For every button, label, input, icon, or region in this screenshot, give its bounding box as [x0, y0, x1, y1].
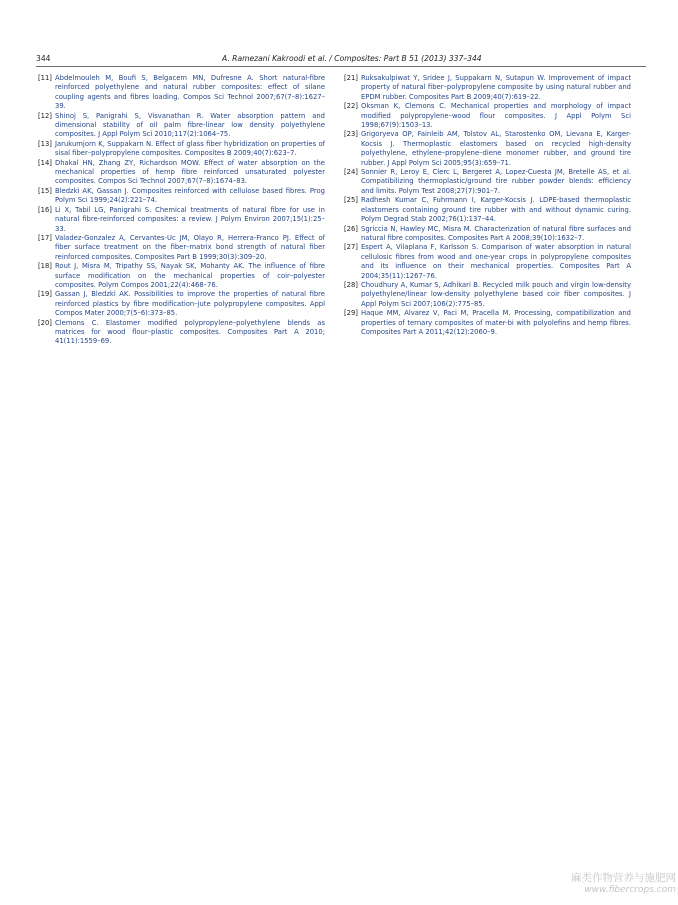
watermark-url: www.fibercrops.com	[584, 885, 676, 895]
reference-number: [20]	[38, 318, 52, 327]
reference-link[interactable]: Oksman K, Clemons C. Mechanical properties and morphology of impact modified polypropylene–wood flour composites. J Appl Polym Sci 1998;67(9):1503–13.	[361, 102, 631, 130]
reference-item[interactable]	[344, 196, 631, 224]
reference-number: [18]	[38, 262, 52, 271]
reference-item[interactable]	[38, 112, 325, 140]
reference-item[interactable]	[38, 140, 325, 159]
reference-item[interactable]	[38, 187, 325, 206]
site-watermark	[540, 872, 676, 896]
reference-link[interactable]: Radhesh Kumar C, Fuhrmann I, Karger-Kocsis J. LDPE-based thermoplastic elastomers containing ground tire rubber with and without dynamic curing. Polym Degrad Stab 2002;76(1):137–44.	[361, 196, 631, 224]
reference-number: [12]	[38, 111, 52, 120]
reference-number: [19]	[38, 290, 52, 299]
reference-link[interactable]: Sonnier R, Leroy E, Clerc L, Bergeret A, Lopez-Cuesta JM, Bretelle AS, et al. Compatibilizing thermoplastic/ground tire rubber powder blends: efficiency and limits. Polym Test 2008;27(7):901–7.	[361, 168, 631, 195]
reference-link[interactable]: Jarukumjorn K, Suppakarn N. Effect of glass fiber hybridization on properties of sisal fiber–polypropylene composites. Composites B 2009;40(7):623–7.	[55, 139, 325, 158]
running-header	[36, 53, 646, 65]
references-right-column	[344, 74, 631, 337]
reference-item[interactable]	[38, 159, 325, 187]
reference-link[interactable]: Dhakal HN, Zhang ZY, Richardson MOW. Effect of water absorption on the mechanical properties of hemp fibre reinforced unsaturated polyester composites. Compos Sci Technol 2007;67(7–8):1674–83.	[55, 158, 325, 186]
reference-item[interactable]	[38, 74, 325, 112]
reference-link[interactable]: Choudhury A, Kumar S, Adhikari B. Recycled milk pouch and virgin low-density polyethylene/linear low-density polyethylene based coir fiber composites. J Appl Polym Sci 2007;106(2):775–85.	[361, 280, 631, 308]
reference-number: [14]	[38, 158, 52, 167]
reference-number: [22]	[344, 102, 358, 111]
reference-number: [28]	[344, 280, 358, 289]
reference-item[interactable]	[38, 234, 325, 262]
references-left-column	[38, 74, 325, 347]
reference-link[interactable]: Bledzki AK, Gassan J. Composites reinforced with cellulose based fibres. Prog Polym Sci 1999;24(2):221–74.	[55, 186, 325, 205]
reference-number: [13]	[38, 139, 52, 148]
reference-link[interactable]: Haque MM, Alvarez V, Paci M, Pracella M. Processing, compatibilization and properties of ternary composites of mater-bi with polyolefins and hemp fibres. Composites Part A 2011;42(12):2060–9.	[361, 309, 631, 336]
reference-number: [23]	[344, 130, 358, 139]
watermark-site-name: 麻类作物营养与施肥网	[571, 872, 676, 884]
reference-link[interactable]: Li X, Tabil LG, Panigrahi S. Chemical treatments of natural fibre for use in natural fibre-reinforced composites: a review. J Polym Environ 2007;15(1):25–33.	[55, 205, 325, 233]
reference-link[interactable]: Abdelmouleh M, Boufi S, Belgacem MN, Dufresne A. Short natural-fibre reinforced polyethylene and natural rubber composites: effect of silane coupling agents and fibres loading. Compos Sci Technol 2007;67(7–8):1627–39.	[55, 74, 325, 111]
reference-item[interactable]	[344, 130, 631, 168]
reference-item[interactable]	[344, 309, 631, 337]
reference-number: [16]	[38, 205, 52, 214]
reference-item[interactable]	[344, 243, 631, 281]
header-rule	[36, 66, 646, 67]
reference-item[interactable]	[344, 168, 631, 196]
reference-link[interactable]: Shinoj S, Panigrahi S, Visvanathan R. Water absorption pattern and dimensional stability of oil palm fibre-linear low density polyethylene composites. J Appl Polym Sci 2010;117(2):1064–75.	[55, 111, 325, 139]
page-number: 344	[36, 54, 51, 63]
reference-item[interactable]	[344, 281, 631, 309]
reference-link[interactable]: Clemons C. Elastomer modified polypropylene–polyethylene blends as matrices for wood flour–plastic composites. Composites Part A 2010; 41(11):1559–69.	[55, 318, 325, 346]
reference-link[interactable]: Espert A, Vilaplana F, Karlsson S. Comparison of water absorption in natural cellulosic fibres from wood and one-year crops in polypropylene composites and its influence on their mechanical properties. Composites Part A 2004;35(11):1267–76.	[361, 243, 631, 280]
reference-link[interactable]: Ruksakulpiwat Y, Sridee J, Suppakarn N, Sutapun W. Improvement of impact property of natural fiber–polypropylene composite by using natural rubber and EPDM rubber. Composites Part B 2009;40(7):619–22.	[361, 74, 631, 101]
reference-item[interactable]	[38, 206, 325, 234]
reference-number: [21]	[344, 74, 358, 82]
reference-item[interactable]	[344, 74, 631, 102]
reference-number: [15]	[38, 186, 52, 195]
reference-number: [27]	[344, 243, 358, 252]
reference-number: [26]	[344, 224, 358, 233]
reference-link[interactable]: Grigoryeva OP, Fainleib AM, Tolstov AL, Starostenko OM, Lievana E, Karger-Kocsis J. Thermoplastic elastomers based on recycled high-density polyethylene, ethylene–propylene–diene monomer rubber, and ground tire rubber. J Appl Polym Sci 2005;95(3):659–71.	[361, 130, 631, 167]
reference-link[interactable]: Rout J, Misra M, Tripathy SS, Nayak SK, Mohanty AK. The influence of fibre surface modification on the mechanical properties of coir–polyester composites. Polym Compos 2001;22(4):468–76.	[55, 262, 325, 289]
reference-item[interactable]	[344, 102, 631, 130]
reference-item[interactable]	[38, 290, 325, 318]
reference-item[interactable]	[38, 319, 325, 347]
reference-number: [11]	[38, 74, 52, 82]
reference-number: [25]	[344, 196, 358, 205]
journal-citation-line: A. Ramezani Kakroodi et al. / Composites: Part B 51 (2013) 337–344	[222, 54, 482, 63]
reference-number: [24]	[344, 168, 358, 177]
reference-number: [29]	[344, 309, 358, 318]
reference-link[interactable]: Sgriccia N, Hawley MC, Misra M. Characterization of natural fibre surfaces and natural fibre composites. Composites Part A 2008;39(10):1632–7.	[361, 224, 631, 242]
reference-item[interactable]	[38, 262, 325, 290]
reference-link[interactable]: Valadez-Gonzalez A, Cervantes-Uc JM, Olayo R, Herrera-Franco PJ. Effect of fiber surface treatment on the fiber–matrix bond strength of natural fiber reinforced composites. Composites Part B 1999;30(3):309–20.	[55, 233, 325, 261]
reference-item[interactable]	[344, 225, 631, 244]
reference-link[interactable]: Gassan J, Bledzki AK. Possibilities to improve the properties of natural fibre reinforced plastics by fibre modification–jute polypropylene composites. Appl Compos Mater 2000;7(5–6):373–85.	[55, 290, 325, 318]
reference-number: [17]	[38, 233, 52, 242]
